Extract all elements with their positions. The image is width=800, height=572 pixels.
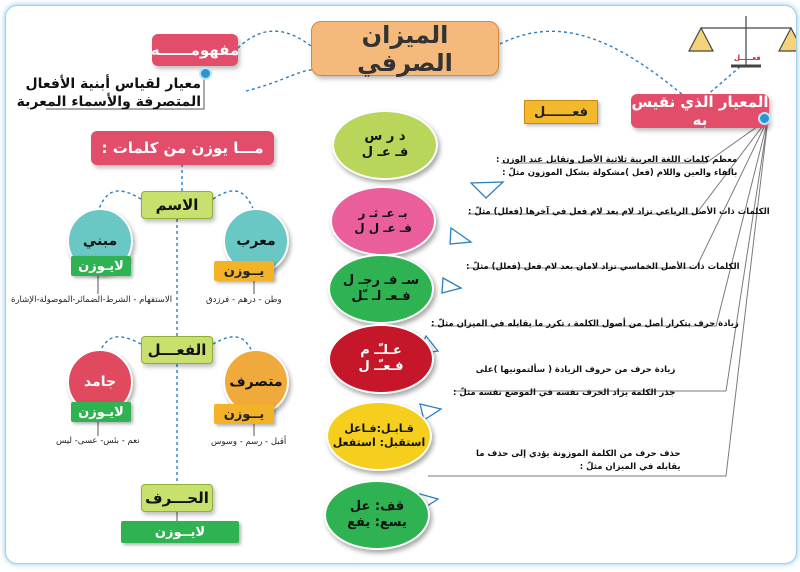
standard-value [524,100,598,124]
example-bubble-1 [332,110,438,180]
jamid-examples: نعم - بئس- عسى- ليس [56,436,140,446]
example-3-word: سـ فـ رجـ ل [342,272,420,288]
rule-1-line2: بالفاء والعين واللام (فعل )مشكولة بشكل الموزون مثلّ : [502,168,738,179]
particle-tag [121,521,239,543]
rule-5-text [453,364,675,400]
example-1-pattern: فـ عـ ل [361,145,409,160]
particle-label: الحـــرف [145,489,209,507]
definition-label: مفهومــــــه [150,41,240,59]
particle-box [141,484,213,512]
rule-4-line1: زيادة حرف بتكرار أصل من أصول الكلمة ، تكرر ما يقابله في الميزان مثلّ : [431,319,739,329]
verb-label: الفعـــل [147,341,207,359]
rule-6-text [476,448,681,474]
example-bubble-4 [328,324,434,394]
example-1-word: د ر س [364,128,406,144]
definition-text-line1: معيار لقياس أبنية الأفعال [25,76,201,92]
example-6-word: قف: عل [349,498,405,514]
mutasarrif-label: متصرف [229,374,283,390]
weighable-words-label: مـــا يوزن من كلمات : [101,139,264,157]
definition-text-line2: المتصرفة والأسماء المعربة [16,94,201,110]
rule-1-line1: معظم كلمات اللغة العربية ثلاثية الأصل وتقابل عند الوزن : [496,155,738,165]
rule-6-line2: يقابله في الميزان مثلّ : [579,462,681,473]
mabni-examples: الاستفهام - الشرط-الضمائر-الموصولة-الإشارة [11,295,173,305]
example-5-pattern: استقبل: استفعل [332,436,426,449]
example-6-pattern: يسع: يفع [347,515,407,530]
rule-6-line1: حذف حرف من الكلمة الموزونة يؤدي إلى حذف ما [476,449,681,459]
noun-label: الاسم [155,196,199,214]
mabni-tag [71,256,131,276]
example-4-word: عـلـّـ م [360,342,402,358]
murab-tag-text: يــوزن [223,263,265,279]
rule-2-text [468,206,770,219]
weighable-words-box [91,131,274,165]
example-3-pattern: فـعـ لـ ـّل [351,289,411,304]
page-title-text: الميزان الصرفي [357,20,453,77]
mutasarrif-tag-text: يــوزن [223,406,265,422]
standard-label: المعيار الذي نقيس به [631,93,769,129]
example-2-word: بـ عـ ثـ ر [358,206,408,220]
particle-tag-text: لايــوزن [154,524,206,540]
example-bubble-5 [326,401,432,471]
murab-label: معرب [236,233,276,249]
rule-4-text [431,318,739,331]
jamid-tag [71,402,131,422]
jamid-label: جامد [83,374,117,390]
rule-1-text [496,154,737,180]
mabni-label: مبني [82,233,118,249]
example-bubble-3 [328,254,434,324]
mutasarrif-tag [214,404,274,424]
rule-5-line1: زيادة حرف من حروف الزيادة ( سألتمونيها )على [475,365,676,375]
murab-tag [214,261,274,281]
example-bubble-6 [324,480,430,550]
scale-word: فعـــــل [734,54,761,62]
murab-examples: وطن - درهم - فرزدق [206,295,282,305]
example-5-word: قـابـل:فـاعل [344,422,414,436]
noun-box [141,191,213,219]
connector-dot [758,112,771,125]
rule-5-line2: جذر الكلمة يزاد الحرف نفسه في الموضع نفسه مثلّ : [453,388,676,399]
verb-box [141,336,213,364]
example-2-pattern: فـ عـ ل ل [354,221,412,235]
rule-3-line1: الكلمات ذات الأصل الخماسي تزاد لامان بعد لام فعل (فعلل) مثلّ : [466,262,740,272]
jamid-tag-text: لايـوزن [78,404,124,420]
mabni-tag-text: لايـوزن [78,258,124,274]
standard-box [631,94,769,128]
definition-box [152,34,238,66]
example-4-pattern: فـعـّـ ل [358,359,404,374]
page-title [311,21,499,76]
standard-value-text: فعــــــل [533,104,589,120]
mind-map [5,5,797,564]
rule-3-text [466,261,740,274]
example-bubble-2 [330,186,436,256]
mutasarrif-examples: أقبل - رسم - وسوس [211,437,287,447]
rule-2-line1: الكلمات ذات الأصل الرباعي تزاد لام بعد لام فعل في آخرها (فعلل) مثلّ : [468,207,770,217]
